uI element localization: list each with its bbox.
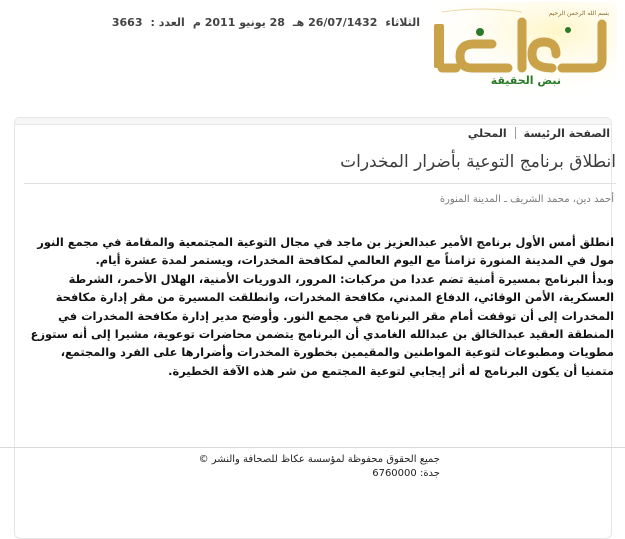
footer bbox=[190, 453, 440, 481]
issue-info bbox=[20, 14, 420, 30]
issue-gregorian-date: 28 يونيو 2011 م bbox=[192, 15, 285, 29]
breadcrumb-home-link[interactable]: الصفحة الرئيسة bbox=[523, 126, 610, 140]
footer-jeddah-label: جدة: bbox=[419, 468, 440, 479]
article-paragraph: انطلق أمس الأول برنامج الأمير عبدالعزيز بن ماجد في مجال التوعية المجتمعية والمقامة في مجمع النور مول في المدينة المنورة تزامناً مع اليوم العالمي لمكافحة المخدرات، ويستمر لمدة عشرة أيام. bbox=[37, 235, 614, 268]
masthead bbox=[0, 0, 625, 110]
breadcrumb-separator bbox=[515, 127, 516, 139]
okaz-logo[interactable] bbox=[412, 2, 617, 100]
issue-day: الثلاثاء bbox=[385, 15, 420, 29]
logo-tagline: نبض الحقيقة bbox=[490, 74, 561, 87]
footer-divider bbox=[0, 447, 625, 448]
footer-phone: 6760000 bbox=[372, 468, 417, 479]
article-paragraph: وبدأ البرنامج بمسيرة أمنية تضم عددا من مركبات: المرور، الدوريات الأمنية، الهلال الأحمر، الشرطة العسكرية، الأمن الوقائي، الدفاع المدني، مكافحة المخدرات، وانطلقت المسيرة من مقر إدارة مكافحة المخدرات إلى أن توقفت أمام مقر البرنامج في مجمع النور. وأوضح مدير إدارة مكافحة المخدرات في المنطقة العقيد عبدالخالق بن عبدالله الغامدي أن البرنامج يتضمن محاضرات توعوية، مشيرا إلى أنه ستوزع مطويات ومطبوعات لتوعية المواطنين والمقيمين بخطورة المخدرات وأضرارها على الفرد والمجتمع، متمنيا أن يكون البرنامج له أثر إيجابي لتوعية المجتمع من شر هذه الآفة الخطيرة. bbox=[30, 271, 614, 378]
article-body bbox=[26, 233, 614, 380]
basmala-text: بسم الله الرحمن الرحيم bbox=[548, 10, 609, 17]
breadcrumb bbox=[24, 124, 616, 142]
breadcrumb-section-link[interactable]: المحلي bbox=[467, 126, 507, 140]
issue-label: العدد : bbox=[150, 15, 185, 29]
article-authors: أحمد دين، محمد الشريف ـ المدينة المنورة bbox=[439, 194, 614, 205]
footer-copyright: جميع الحقوق محفوظة لمؤسسة عكاظ للصحافة والنشر © bbox=[198, 454, 440, 465]
issue-hijri-date: 26/07/1432 هـ bbox=[292, 15, 378, 29]
title-divider bbox=[24, 183, 616, 184]
issue-number: 3663 bbox=[111, 15, 143, 29]
footer-contact bbox=[190, 467, 440, 481]
article-title: انطلاق برنامج التوعية بأضرار المخدرات bbox=[340, 152, 616, 172]
